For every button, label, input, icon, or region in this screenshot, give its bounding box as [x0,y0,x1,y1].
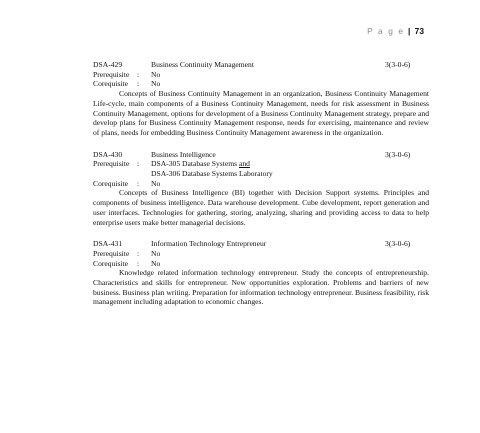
course-heading [93,239,429,249]
page-header [367,27,424,35]
course-entry [93,239,429,307]
colon: : [137,79,140,89]
prerequisite-row [93,249,429,259]
course-heading [93,60,429,70]
course-title: Business Continuity Management [151,60,254,69]
corequisite-label: Corequisite [93,258,129,268]
prerequisite-item: DSA-306 Database Systems Laboratory [151,169,273,179]
corequisite-row [93,79,429,89]
corequisite-value: No [151,258,161,268]
course-heading [93,150,429,160]
course-entry [93,60,429,138]
course-entry [93,150,429,228]
page-number: 73 [414,26,424,36]
course-credits: 3(3-0-6) [385,239,411,249]
prerequisite-value [151,249,429,259]
corequisite-row [93,179,429,189]
course-code: DSA-430 [93,149,123,159]
course-credits: 3(3-0-6) [385,149,411,159]
prerequisite-label: Prerequisite [93,69,130,79]
prerequisite-join: and [238,159,250,169]
prerequisite-item [151,159,429,169]
corequisite-row [93,259,429,269]
course-description: Concepts of Business Continuity Management in an organization, Business Continuity Management Life-cycle, main components of a Business Continuity Management, needs for risk assessment in Business Continuity Management, options for development of a Business Continuity Management strategy, prepare and develop plans for Business Continuity Management response, needs for exercising, maintenance and review of plans, needs for embedding Business Continuity Management awareness in the organization. [93,89,429,137]
prerequisite-row [93,159,429,178]
course-title: Business Intelligence [151,149,216,159]
page-separator: | [408,26,411,36]
course-description: Knowledge related information technology entrepreneur. Study the concepts of entrepreneurship. Characteristics and skills for entrepreneur. New opportunities exploration. Problems and barriers of new business. Business plan writing. Preparation for information technology entrepreneur. Business feasibility, risk management including adaptation to economic changes. [93,268,429,307]
page-label: P a g e [367,26,405,36]
corequisite-value: No [151,79,161,89]
prerequisite-label: Prerequisite [93,159,130,169]
corequisite-label: Corequisite [93,178,129,188]
prerequisite-value [151,159,429,178]
prerequisite-item: No [151,69,161,79]
colon: : [137,69,140,79]
colon: : [137,159,140,169]
prerequisite-label: Prerequisite [93,248,130,258]
course-credits: 3(3-0-6) [385,60,411,69]
course-title: Information Technology Entrepreneur [151,239,267,249]
colon: : [137,258,140,268]
colon: : [137,178,140,188]
colon: : [137,248,140,258]
corequisite-label: Corequisite [93,79,129,89]
corequisite-value: No [151,178,161,188]
course-description: Concepts of Business Intelligence (BI) together with Decision Support systems. Principles and components of business intelligence. Data warehouse development. Cube development, report generation and user interfaces. Technologies for gathering, storing, analyzing, sharing and providing access to data to help enterprise users make better managerial decisions. [93,188,429,227]
course-list [93,60,429,319]
course-code: DSA-431 [93,239,123,249]
course-code: DSA-429 [93,60,123,69]
prerequisite-row [93,70,429,80]
prerequisite-item: No [151,248,161,258]
prerequisite-course: DSA-305 Database Systems [151,159,238,169]
prerequisite-value [151,70,429,80]
